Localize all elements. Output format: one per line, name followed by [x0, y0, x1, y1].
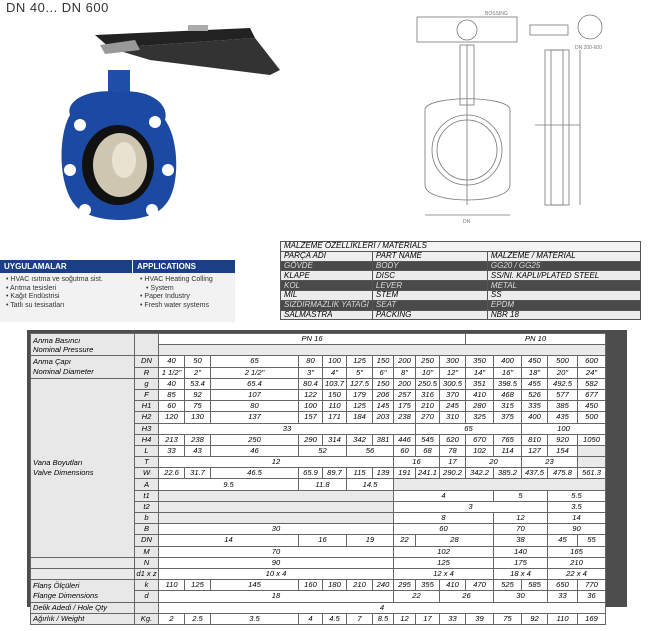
dn-cell: 600: [578, 356, 606, 367]
valve-photo: [40, 20, 290, 235]
weight-cell: 169: [578, 613, 606, 624]
weight-cell: 75: [494, 613, 522, 624]
r-cell: 18": [522, 367, 548, 378]
col-material: MALZEME / MATERIAL: [487, 251, 640, 261]
weight-cell: 92: [522, 613, 548, 624]
drawing-label-d: DN: [463, 219, 471, 225]
dn-cell: 150: [373, 356, 394, 367]
list-item: • Tatlı su tesisatları: [6, 302, 103, 311]
weight-cell: 8.5: [373, 613, 394, 624]
applications-list: [140, 276, 213, 310]
table-cell: METAL: [487, 281, 640, 291]
dn-symbol: DN: [135, 356, 159, 367]
r-cell: 2 1/2": [211, 367, 299, 378]
table-cell: EPDM: [487, 300, 640, 310]
hole-qty-label: Delik Adedi / Hole Qty: [31, 602, 135, 613]
flange-label: Flanş Ölçüleri Flange Dimensions: [31, 580, 135, 602]
r-cell: 16": [494, 367, 522, 378]
dn-cell: 250: [416, 356, 440, 367]
r-cell: 10": [416, 367, 440, 378]
table-cell: NBR 18: [487, 310, 640, 320]
r-cell: 14": [466, 367, 494, 378]
r-cell: 12": [440, 367, 466, 378]
table-cell: STEM: [372, 290, 487, 300]
weight-cell: 12: [394, 613, 416, 624]
pressure-label: Anma Basıncı Nominal Pressure: [31, 334, 135, 356]
r-cell: 20": [548, 367, 578, 378]
materials-table: [280, 241, 641, 320]
dn-cell: 125: [347, 356, 373, 367]
col-part-en: PART NAME: [372, 251, 487, 261]
table-cell: DISC: [372, 271, 487, 281]
dn-cell: 40: [159, 356, 185, 367]
table-cell: MİL: [281, 290, 373, 300]
weight-cell: 4.5: [323, 613, 347, 624]
table-cell: GG20 / GG25: [487, 261, 640, 271]
r-cell: 6": [373, 367, 394, 378]
weight-cell: 39: [466, 613, 494, 624]
r-cell: 24": [578, 367, 606, 378]
dn-cell: 350: [466, 356, 494, 367]
r-cell: 2": [185, 367, 211, 378]
weight-cell: 4: [299, 613, 323, 624]
list-item: • HVAC ısıtma ve soğutma sist.: [6, 276, 103, 285]
table-cell: KOL: [281, 281, 373, 291]
weight-cell: 33: [440, 613, 466, 624]
table-cell: BODY: [372, 261, 487, 271]
weight-cell: 2: [159, 613, 185, 624]
dn-cell: 100: [323, 356, 347, 367]
table-cell: PACKING: [372, 310, 487, 320]
diameter-label: Anma Çapı Nominal Diameter: [31, 356, 135, 378]
pn16-header: PN 16: [159, 334, 466, 345]
table-cell: SALMASTRA: [281, 310, 373, 320]
dimensions-table: Anma Basıncı Nominal Pressure PN 16 PN 10 Anma Çapı Nominal Diameter DN 40 50 65 80 100 125 150 200 250 300 350 400 450 500 600 R 1 1/2" 2" 2 1/2" 3" 4" 5" 6" 8" 10" 12" 14" 16" 18" 20" 24" Vana Boyutları Valve Dimensions g 40 53.4 65.4 80.4 103.7 127.5 150 200 250.5 300.5 351 398.5 455 492.5 582 F 85 92 107 122 150 179 206 257 316 370 410 468 526 577 677 H1 60 75 80 100 110 125 145 175 210 245 280 315 335 385 450 H2 120 130 137 157 171 184 203 238 270 310 325 375 400 435 500 H3 33 65 100 H4 213 238 250 290 314 342 381 446 545 620 670 765 810 920 1050 L 33 43 46 52 56 60 68 78 102 114 127 154 T 12 16 17 20 23 W 22.6 31.7 46.5 65.9 89.7 115 139 191 241.1 290.2 342.2 385.2 437.5 475.8 561.3 A 9.5 11.8 14.5 t1 4 5 5.5 t2 3 3.5 b 8 12 14 B 30 60 70 90 DN 14 16 19 22 28 38 45 55 M 70 102 140 165 N 90 125 175 210 d1 x z 10 x 4 12 x 4 18 x 4 22 x 4 Flanş Ölçüleri Flange Dimensions k 110 125 145 160 180 210 240 295 355 410 470 525 585 650 770 d 18 22 26 30 33 36 Delik Adedi / Hole Qty 4 Ağırlık / Weight Kg. 2 2.5 3.5 4 4.5 7 8.5 12 17 33 39 75 92 110 169: [30, 333, 606, 625]
table-cell: SS: [487, 290, 640, 300]
table-cell: SS/NI. KAPLI/PLATED STEEL: [487, 271, 640, 281]
r-cell: 3": [299, 367, 323, 378]
weight-label: Ağırlık / Weight: [31, 613, 135, 624]
applications-panel: [0, 260, 235, 322]
applications-title: APPLICATIONS: [133, 260, 235, 273]
r-cell: 1 1/2": [159, 367, 185, 378]
weight-symbol: Kg.: [135, 613, 159, 624]
technical-drawing: [405, 5, 655, 230]
dn-cell: 80: [299, 356, 323, 367]
drawing-label-bossing: BOSSING: [485, 11, 508, 17]
materials-title: MALZEME ÖZELLİKLERİ / MATERIALS: [281, 242, 641, 252]
dn-cell: 200: [394, 356, 416, 367]
table-cell: GÖVDE: [281, 261, 373, 271]
table-cell: SEAT: [372, 300, 487, 310]
weight-cell: 17: [416, 613, 440, 624]
dn-cell: 300: [440, 356, 466, 367]
list-item: • Kağıt Endüstrisi: [6, 293, 103, 302]
pn10-header: PN 10: [466, 334, 606, 345]
weight-cell: 110: [548, 613, 578, 624]
dn-cell: 500: [548, 356, 578, 367]
r-symbol: R: [135, 367, 159, 378]
dimensions-table-frame: [27, 330, 627, 623]
list-item: • Fresh water systems: [140, 302, 213, 311]
page-title: DN 40... DN 600: [6, 0, 109, 15]
r-cell: 5": [347, 367, 373, 378]
uygulamalar-title: UYGULAMALAR: [0, 260, 132, 273]
weight-cell: 2.5: [185, 613, 211, 624]
weight-cell: 7: [347, 613, 373, 624]
dn-cell: 50: [185, 356, 211, 367]
col-part-tr: PARÇA ADI: [281, 251, 373, 261]
valve-dimensions-label: Vana Boyutları Valve Dimensions: [31, 378, 135, 557]
list-item: • Paper Industry: [140, 293, 213, 302]
list-item: [140, 285, 213, 294]
list-item: • Arıtma tesisleri: [6, 285, 103, 294]
weight-cell: 3.5: [211, 613, 299, 624]
list-item-cont: System: [150, 284, 174, 292]
table-cell: LEVER: [372, 281, 487, 291]
r-cell: 4": [323, 367, 347, 378]
r-cell: 8": [394, 367, 416, 378]
table-cell: KLAPE: [281, 271, 373, 281]
uygulamalar-list: [6, 276, 103, 310]
dn-cell: 65: [211, 356, 299, 367]
dn-cell: 400: [494, 356, 522, 367]
drawing-label-dn: DN 200-600: [575, 45, 602, 51]
table-cell: SIZDIRMAZLIK YATAĞI: [281, 300, 373, 310]
dn-cell: 450: [522, 356, 548, 367]
list-item: • HVAC Heating Colling: [140, 276, 213, 285]
